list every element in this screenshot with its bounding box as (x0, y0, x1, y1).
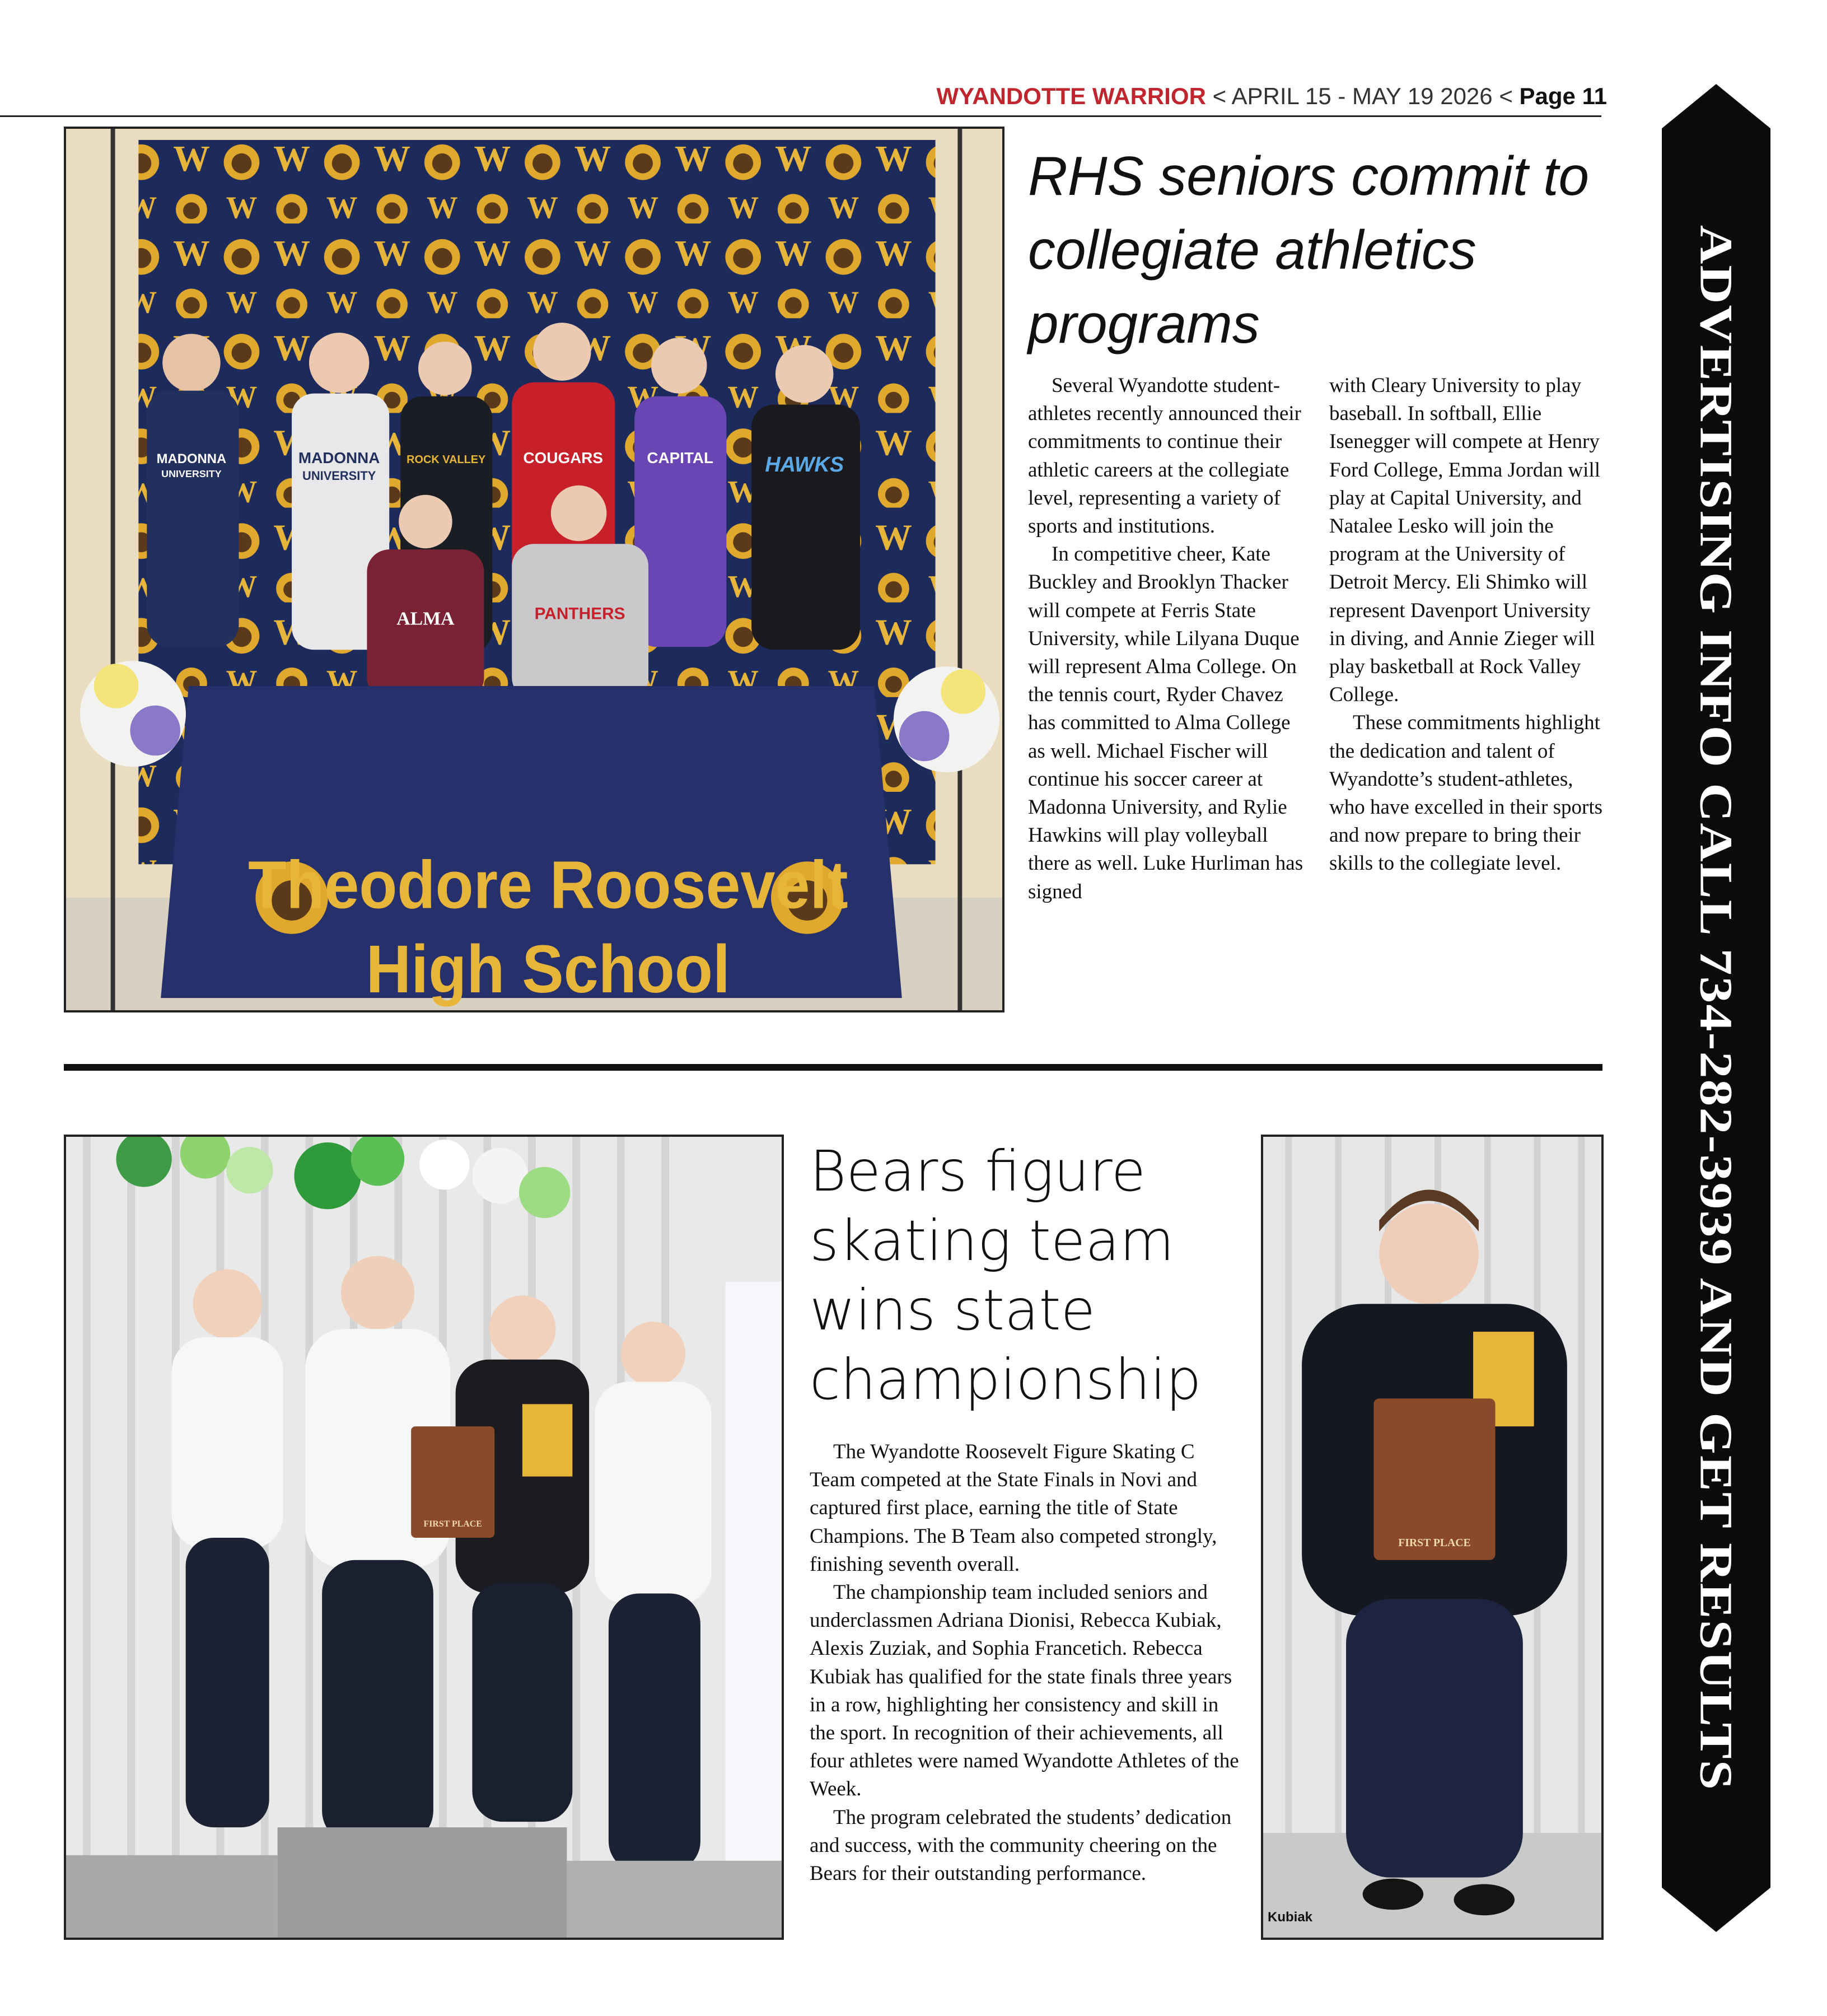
article1-paragraph: In competitive cheer, Kate Buckley and Brooklyn Thacker will compete at Ferris State University, while Lilyana Duque will represent Alma College. On the tennis court, Ryder Chavez has committed to Alma College as well. Michael Fischer will continue his soccer career at Madonna University, and Rylie Hawkins will play volleyball there as well. Luke Hurliman has signed (1028, 543, 1303, 903)
article1-headline: RHS seniors commit to collegiate athletics programs (1028, 145, 1590, 354)
shirt-text-capital: CAPITAL (647, 449, 714, 466)
article1-column-1 (1028, 372, 1310, 906)
header-rule (0, 115, 1601, 117)
header-separator: < (1205, 83, 1232, 109)
shirt-text-alma: ALMA (396, 608, 455, 629)
page-header (907, 83, 1607, 116)
plaque-text-2: FIRST PLACE (1398, 1536, 1471, 1549)
shirt-text-madonna-2: MADONNA (298, 449, 380, 466)
kubiak-illustration (1263, 1137, 1601, 1938)
banner-text: ADVERTISING INFO CALL 734-282-3939 AND GET RESULTS (1690, 225, 1742, 1791)
page-number: Page 11 (1519, 83, 1607, 109)
article1-column-2 (1329, 372, 1609, 878)
article2-body (810, 1438, 1241, 1888)
shirt-text-cougars: COUGARS (523, 449, 603, 466)
photo-caption: Kubiak (1268, 1910, 1313, 1925)
shirt-text-madonna-sub: UNIVERSITY (161, 468, 222, 479)
advertising-banner (1662, 84, 1770, 1932)
article2-paragraph: The program celebrated the students’ dedication and success, with the community cheering on the Bears for their outstanding performance. (810, 1805, 1232, 1886)
plaque-text: FIRST PLACE (423, 1519, 482, 1529)
shirt-text-hawks: HAWKS (765, 452, 844, 477)
issue-dates: APRIL 15 - MAY 19 2026 (1231, 83, 1493, 109)
kubiak-photo (1261, 1135, 1604, 1940)
signing-day-illustration (66, 129, 1002, 1010)
article1-paragraph: These commitments highlight the dedication and talent of Wyandotte’s student-athletes, who have excelled in their sports and now prepare to bring their skills to the collegiate level. (1329, 711, 1603, 875)
signing-day-photo (64, 127, 1004, 1012)
shirt-text-madonna-2-sub: UNIVERSITY (302, 468, 376, 483)
banner-text-wrapper (1662, 84, 1770, 1932)
shirt-text-rock-valley: ROCK VALLEY (406, 453, 486, 466)
skating-team-photo (64, 1135, 784, 1940)
header-separator: < (1492, 83, 1520, 109)
article2-paragraph: The Wyandotte Roosevelt Figure Skating C Team competed at the State Finals in Novi and captured first place, earning the title of State Champions. The B Team also competed strongly, finishing seventh overall. (810, 1440, 1217, 1576)
table-banner-line2: High School (366, 931, 730, 1007)
article2-paragraph: The championship team included seniors and underclassmen Adriana Dionisi, Rebecca Kubiak, Alexis Zuziak, and Sophia Francetich. Rebecca Kubiak has qualified for the state finals three years in a row, highlighting her consistency and skill in the sport. In recognition of their achievements, all four athletes were named Wyandotte Athletes of the Week. (810, 1581, 1239, 1801)
table-banner-line1: Theodore Roosevelt (248, 847, 848, 923)
shirt-text-madonna: MADONNA (156, 451, 227, 466)
publication-name: WYANDOTTE WARRIOR (936, 83, 1206, 109)
section-divider (64, 1064, 1602, 1071)
article1-paragraph: with Cleary University to play baseball. In softball, Ellie Isenegger will compete at Henry Ford College, Emma Jordan will play at Capital University, and Natalee Lesko will join the program at the University of Detroit Mercy. Eli Shimko will represent Davenport University in diving, and Annie Zieger will play basketball at Rock Valley College. (1329, 374, 1601, 707)
article1-paragraph: Several Wyandotte student-athletes recently announced their commitments to continue their athletic careers at the collegiate level, representing a variety of sports and institutions. (1028, 374, 1301, 538)
skating-team-illustration (66, 1137, 782, 1938)
shirt-text-panthers: PANTHERS (534, 604, 625, 623)
article2-headline: Bears figure skating team wins state championship (810, 1138, 1202, 1412)
